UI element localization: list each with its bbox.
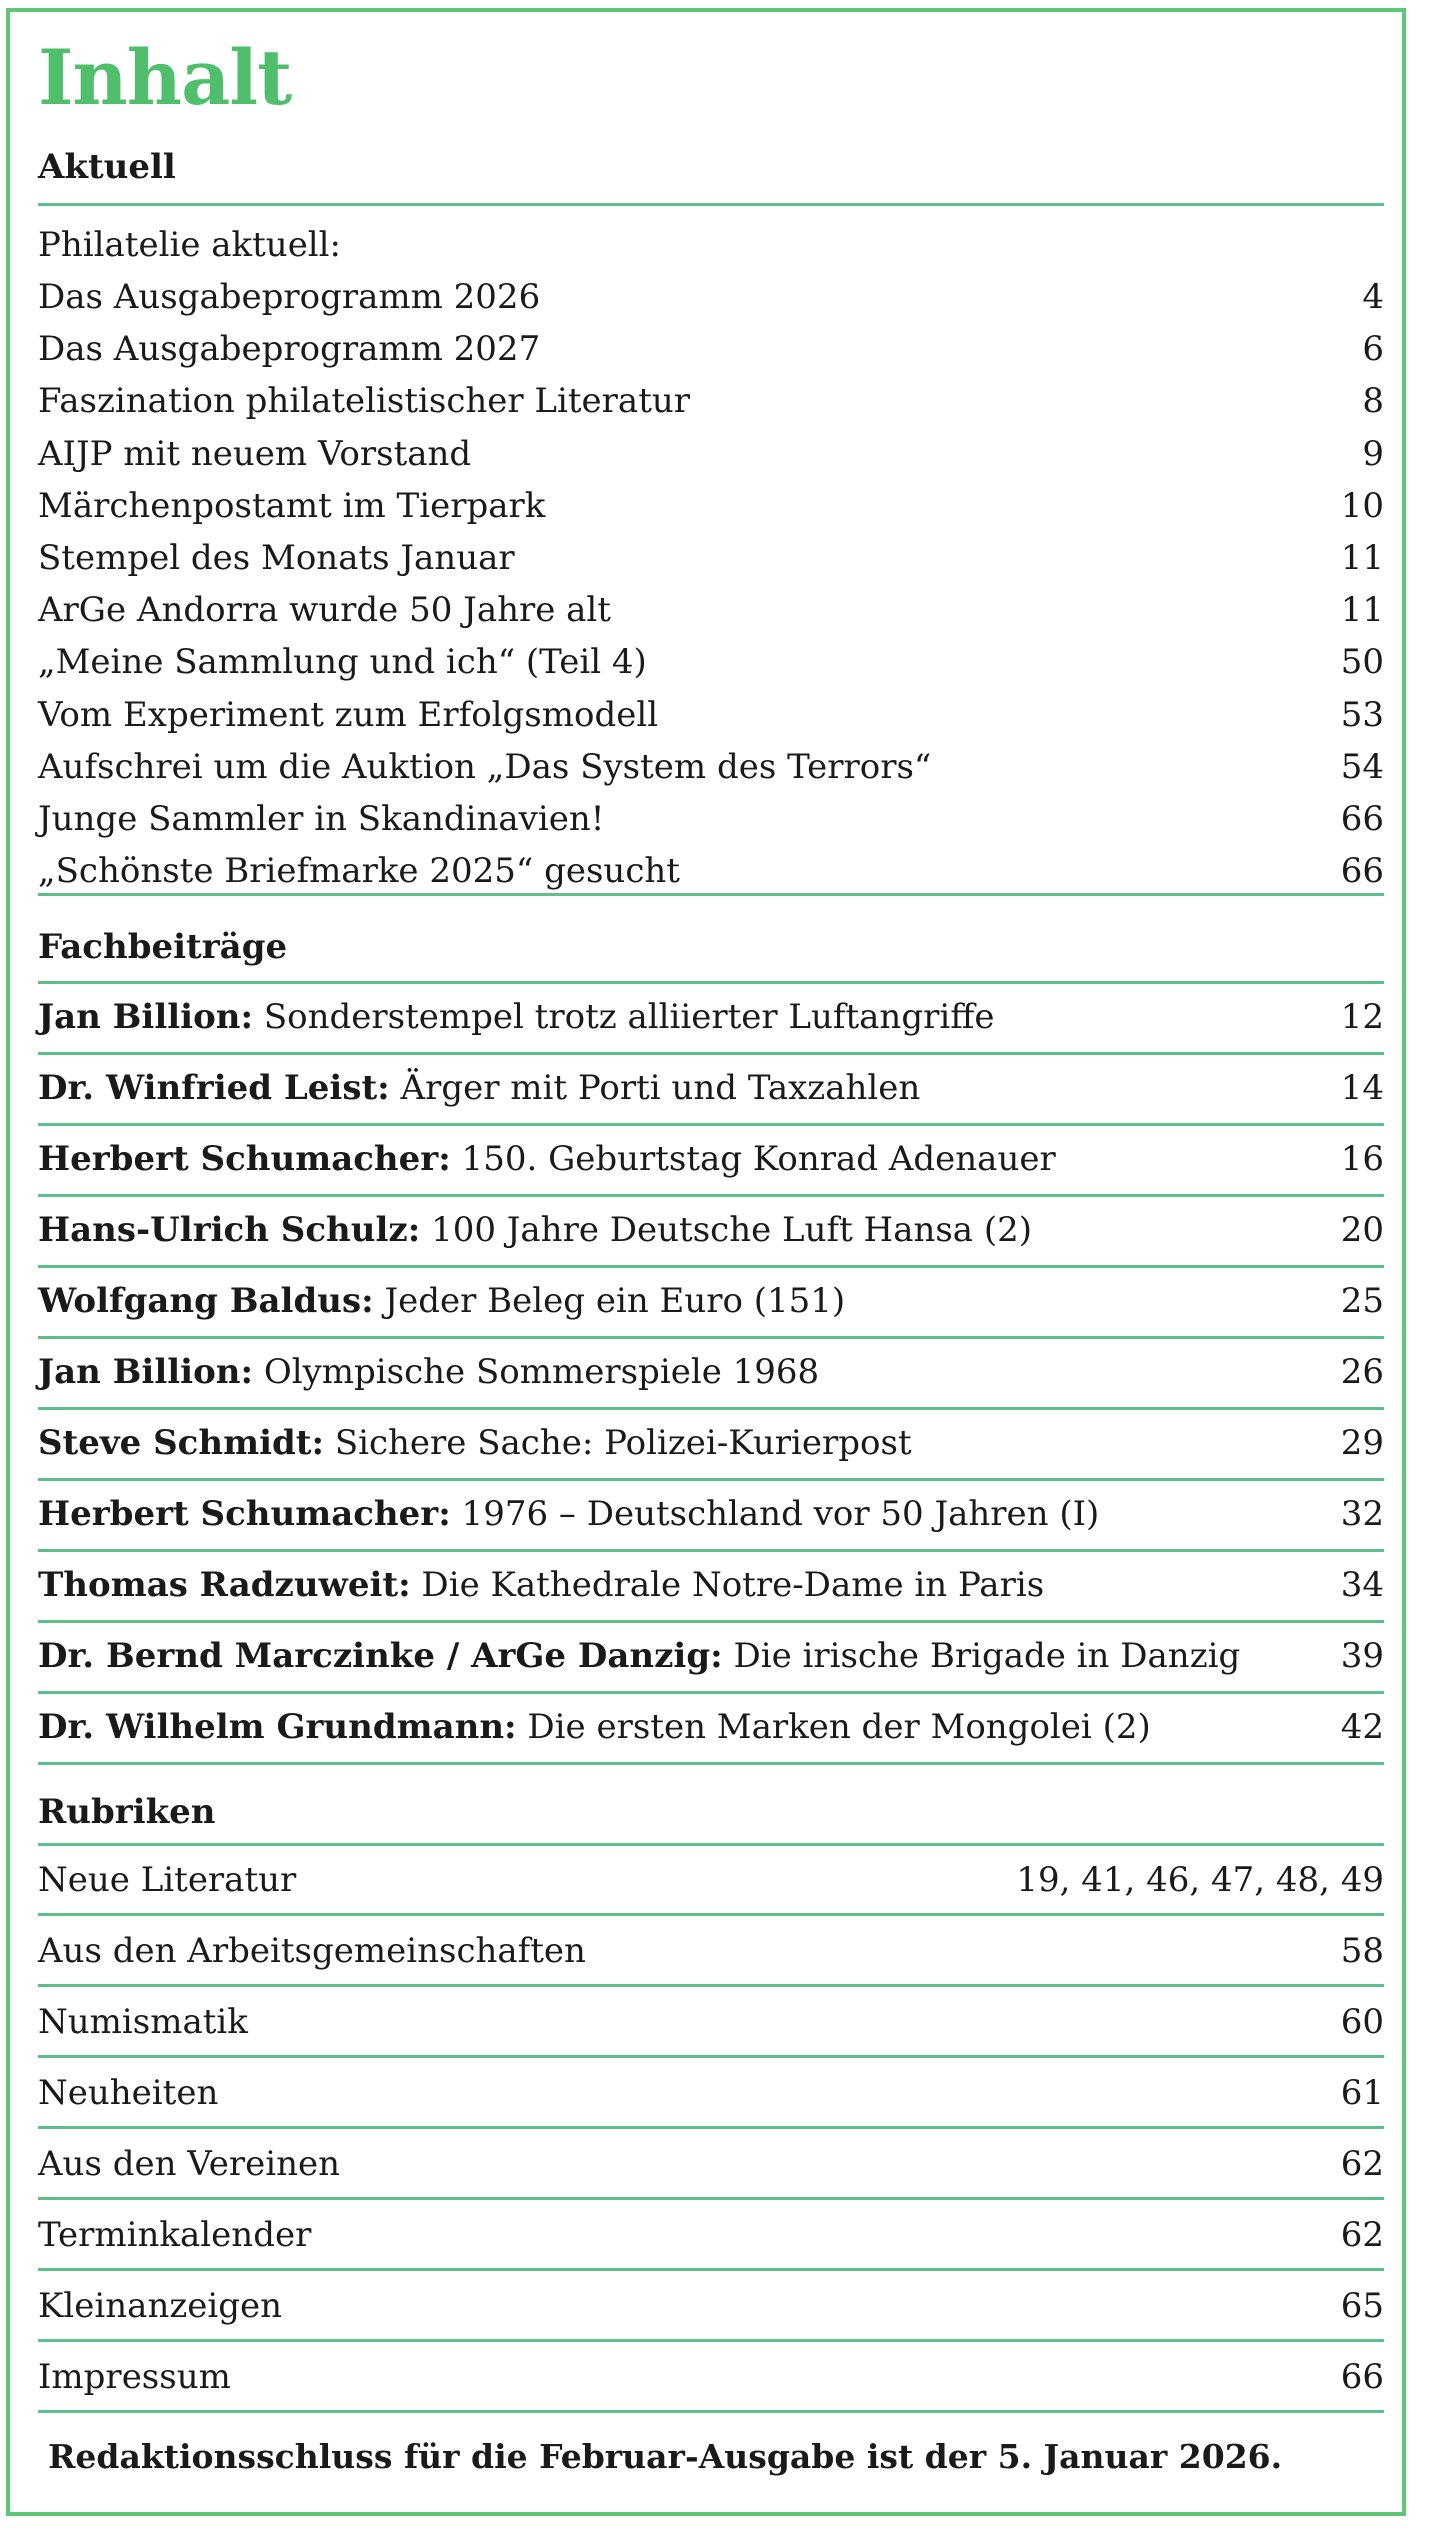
entry-title: „Schönste Briefmarke 2025“ gesucht (38, 851, 680, 892)
toc-entry[interactable] (38, 1352, 1384, 1392)
entry-title-text: Ärger mit Porti und Taxzahlen (389, 1068, 921, 1108)
entry-page-number: 54 (1340, 746, 1384, 787)
divider (38, 1407, 1384, 1410)
toc-entry[interactable] (38, 851, 1384, 892)
entry-page-number: 16 (1340, 1139, 1384, 1179)
entry-page-number: 42 (1340, 1707, 1384, 1747)
divider (38, 2197, 1384, 2200)
divider (38, 1194, 1384, 1197)
entry-page-number: 61 (1340, 2073, 1384, 2113)
entry-page-number: 6 (1362, 329, 1384, 370)
entry-title-text: Die Kathedrale Notre-Dame in Paris (410, 1565, 1045, 1605)
divider (38, 1762, 1384, 1765)
entry-title-text: Die ersten Marken der Mongolei (2) (516, 1707, 1151, 1747)
divider (38, 1913, 1384, 1916)
entry-title: Kleinanzeigen (38, 2286, 283, 2326)
divider (38, 893, 1384, 896)
toc-entry[interactable] (38, 2357, 1384, 2397)
toc-entry[interactable] (38, 2215, 1384, 2255)
entry-page-number: 12 (1340, 997, 1384, 1037)
entry-title (38, 1068, 921, 1108)
entry-author: Dr. Winfried Leist: (38, 1068, 390, 1108)
entry-title (38, 1352, 820, 1392)
divider (38, 1336, 1384, 1339)
section-heading-rubriken: Rubriken (38, 1792, 216, 1832)
toc-entry[interactable] (38, 1636, 1384, 1676)
entry-page-number: 4 (1362, 277, 1384, 317)
entry-title: Junge Sammler in Skandinavien! (38, 799, 605, 839)
divider (38, 981, 1384, 984)
entry-page-number: 25 (1340, 1281, 1384, 1321)
entry-title (38, 1139, 1056, 1179)
divider (38, 1052, 1384, 1055)
toc-entry[interactable] (38, 746, 1384, 787)
entry-page-number: 20 (1340, 1210, 1384, 1250)
divider (38, 1478, 1384, 1481)
section-heading-aktuell: Aktuell (38, 147, 176, 187)
entry-title: Impressum (38, 2357, 231, 2397)
entry-page-number: 58 (1340, 1931, 1384, 1971)
entry-title: Neue Literatur (38, 1860, 297, 1900)
entry-author: Jan Billion: (38, 997, 254, 1037)
divider (38, 1691, 1384, 1694)
divider (38, 1123, 1384, 1126)
entry-page-number: 66 (1340, 799, 1384, 839)
entry-title: Märchenpostamt im Tierpark (38, 485, 546, 526)
entry-title-text: Sichere Sache: Polizei-Kurierpost (324, 1423, 912, 1463)
entry-author: Thomas Radzuweit: (38, 1565, 411, 1605)
entry-title: Numismatik (38, 2002, 248, 2042)
toc-entry[interactable] (38, 1423, 1384, 1463)
entry-page-number: 62 (1340, 2215, 1384, 2255)
divider (38, 1620, 1384, 1623)
toc-entry[interactable] (38, 590, 1384, 631)
divider (38, 2055, 1384, 2058)
divider (38, 2410, 1384, 2413)
entry-author: Hans-Ulrich Schulz: (38, 1210, 421, 1250)
toc-entry[interactable] (38, 1281, 1384, 1321)
toc-entry[interactable] (38, 538, 1384, 578)
entry-page-number: 66 (1340, 2357, 1384, 2397)
entry-page-number: 62 (1340, 2144, 1384, 2184)
toc-entry[interactable] (38, 485, 1384, 526)
entry-title-text: Sonderstempel trotz alliierter Luftangriffe (253, 997, 995, 1037)
entry-page-number: 9 (1362, 433, 1384, 474)
entry-title-text: Jeder Beleg ein Euro (151) (373, 1281, 846, 1321)
intro-text: Philatelie aktuell: (38, 225, 342, 265)
entry-page-number: 50 (1340, 642, 1384, 683)
entry-title-text: Die irische Brigade in Danzig (722, 1636, 1241, 1676)
toc-entry[interactable] (38, 694, 1384, 735)
entry-title: Stempel des Monats Januar (38, 538, 515, 578)
toc-entry[interactable] (38, 1068, 1384, 1108)
divider (38, 2268, 1384, 2271)
toc-entry[interactable] (38, 277, 1384, 317)
entry-page-number: 11 (1340, 590, 1384, 631)
entry-title: Das Ausgabeprogramm 2026 (38, 277, 541, 317)
entry-title: Terminkalender (38, 2215, 312, 2255)
toc-entry[interactable] (38, 1565, 1384, 1605)
entry-author: Jan Billion: (38, 1352, 254, 1392)
toc-entry[interactable] (38, 642, 1384, 683)
toc-entry[interactable] (38, 1210, 1384, 1250)
toc-entry[interactable] (38, 2073, 1384, 2113)
entry-page-number: 8 (1362, 381, 1384, 422)
toc-entry[interactable] (38, 1707, 1384, 1747)
divider (38, 1843, 1384, 1846)
entry-author: Herbert Schumacher: (38, 1494, 451, 1534)
entry-title-text: 100 Jahre Deutsche Luft Hansa (2) (420, 1210, 1033, 1250)
entry-title: Aus den Vereinen (38, 2144, 341, 2184)
entry-author: Dr. Wilhelm Grundmann: (38, 1707, 517, 1747)
toc-entry[interactable] (38, 997, 1384, 1037)
entry-title (38, 1636, 1241, 1676)
entry-title-text: 1976 – Deutschland vor 50 Jahren (I) (450, 1494, 1100, 1534)
entry-title: ArGe Andorra wurde 50 Jahre alt (38, 590, 611, 631)
entry-title (38, 1494, 1100, 1534)
entry-page-number: 32 (1340, 1494, 1384, 1534)
entry-title (38, 1281, 846, 1321)
entry-title (38, 997, 995, 1037)
toc-entry[interactable] (38, 1931, 1384, 1971)
entry-title: „Meine Sammlung und ich“ (Teil 4) (38, 642, 647, 683)
divider (38, 1549, 1384, 1552)
entry-page-number: 66 (1340, 851, 1384, 892)
entry-page-number: 11 (1340, 538, 1384, 578)
editorial-deadline-note: Redaktionsschluss für die Februar-Ausgabe ist der 5. Januar 2026. (48, 2437, 1283, 2476)
section-intro (38, 225, 1384, 265)
entry-title: Faszination philatelistischer Literatur (38, 381, 691, 422)
entry-author: Steve Schmidt: (38, 1423, 325, 1463)
toc-entry[interactable] (38, 1860, 1384, 1900)
entry-page-number: 53 (1340, 694, 1384, 735)
toc-entry[interactable] (38, 2144, 1384, 2184)
toc-entry[interactable] (38, 329, 1384, 370)
entry-page-number: 10 (1340, 485, 1384, 526)
divider (38, 1984, 1384, 1987)
entry-title: Vom Experiment zum Erfolgsmodell (38, 694, 659, 735)
toc-entry[interactable] (38, 433, 1384, 474)
divider (38, 2126, 1384, 2129)
toc-entry[interactable] (38, 1494, 1384, 1534)
page-title: Inhalt (38, 33, 292, 122)
entry-author: Dr. Bernd Marczinke / ArGe Danzig: (38, 1636, 723, 1676)
entry-page-number: 34 (1340, 1565, 1384, 1605)
entry-author: Wolfgang Baldus: (38, 1281, 374, 1321)
entry-title: Aus den Arbeitsgemeinschaften (38, 1931, 586, 1971)
divider (38, 1265, 1384, 1268)
entry-page-number: 29 (1340, 1423, 1384, 1463)
entry-title-text: Olympische Sommerspiele 1968 (253, 1352, 820, 1392)
entry-page-number: 14 (1340, 1068, 1384, 1108)
toc-entry[interactable] (38, 1139, 1384, 1179)
entry-title-text: 150. Geburtstag Konrad Adenauer (450, 1139, 1056, 1179)
toc-entry[interactable] (38, 799, 1384, 839)
entry-title (38, 1565, 1045, 1605)
entry-author: Herbert Schumacher: (38, 1139, 451, 1179)
entry-page-number: 19, 41, 46, 47, 48, 49 (1016, 1860, 1384, 1900)
toc-entry[interactable] (38, 381, 1384, 422)
entry-title: Das Ausgabeprogramm 2027 (38, 329, 541, 370)
entry-title (38, 1707, 1151, 1747)
toc-entry[interactable] (38, 2002, 1384, 2042)
divider (38, 203, 1384, 206)
entry-page-number: 60 (1340, 2002, 1384, 2042)
toc-entry[interactable] (38, 2286, 1384, 2326)
entry-title (38, 1423, 912, 1463)
entry-title: Neuheiten (38, 2073, 219, 2113)
entry-title: AIJP mit neuem Vorstand (38, 433, 472, 474)
entry-title (38, 1210, 1033, 1250)
entry-title: Aufschrei um die Auktion „Das System des Terrors“ (38, 746, 932, 787)
section-heading-fachbeitraege: Fachbeiträge (38, 927, 288, 967)
entry-page-number: 26 (1340, 1352, 1384, 1392)
entry-page-number: 65 (1340, 2286, 1384, 2326)
entry-page-number: 39 (1340, 1636, 1384, 1676)
divider (38, 2339, 1384, 2342)
